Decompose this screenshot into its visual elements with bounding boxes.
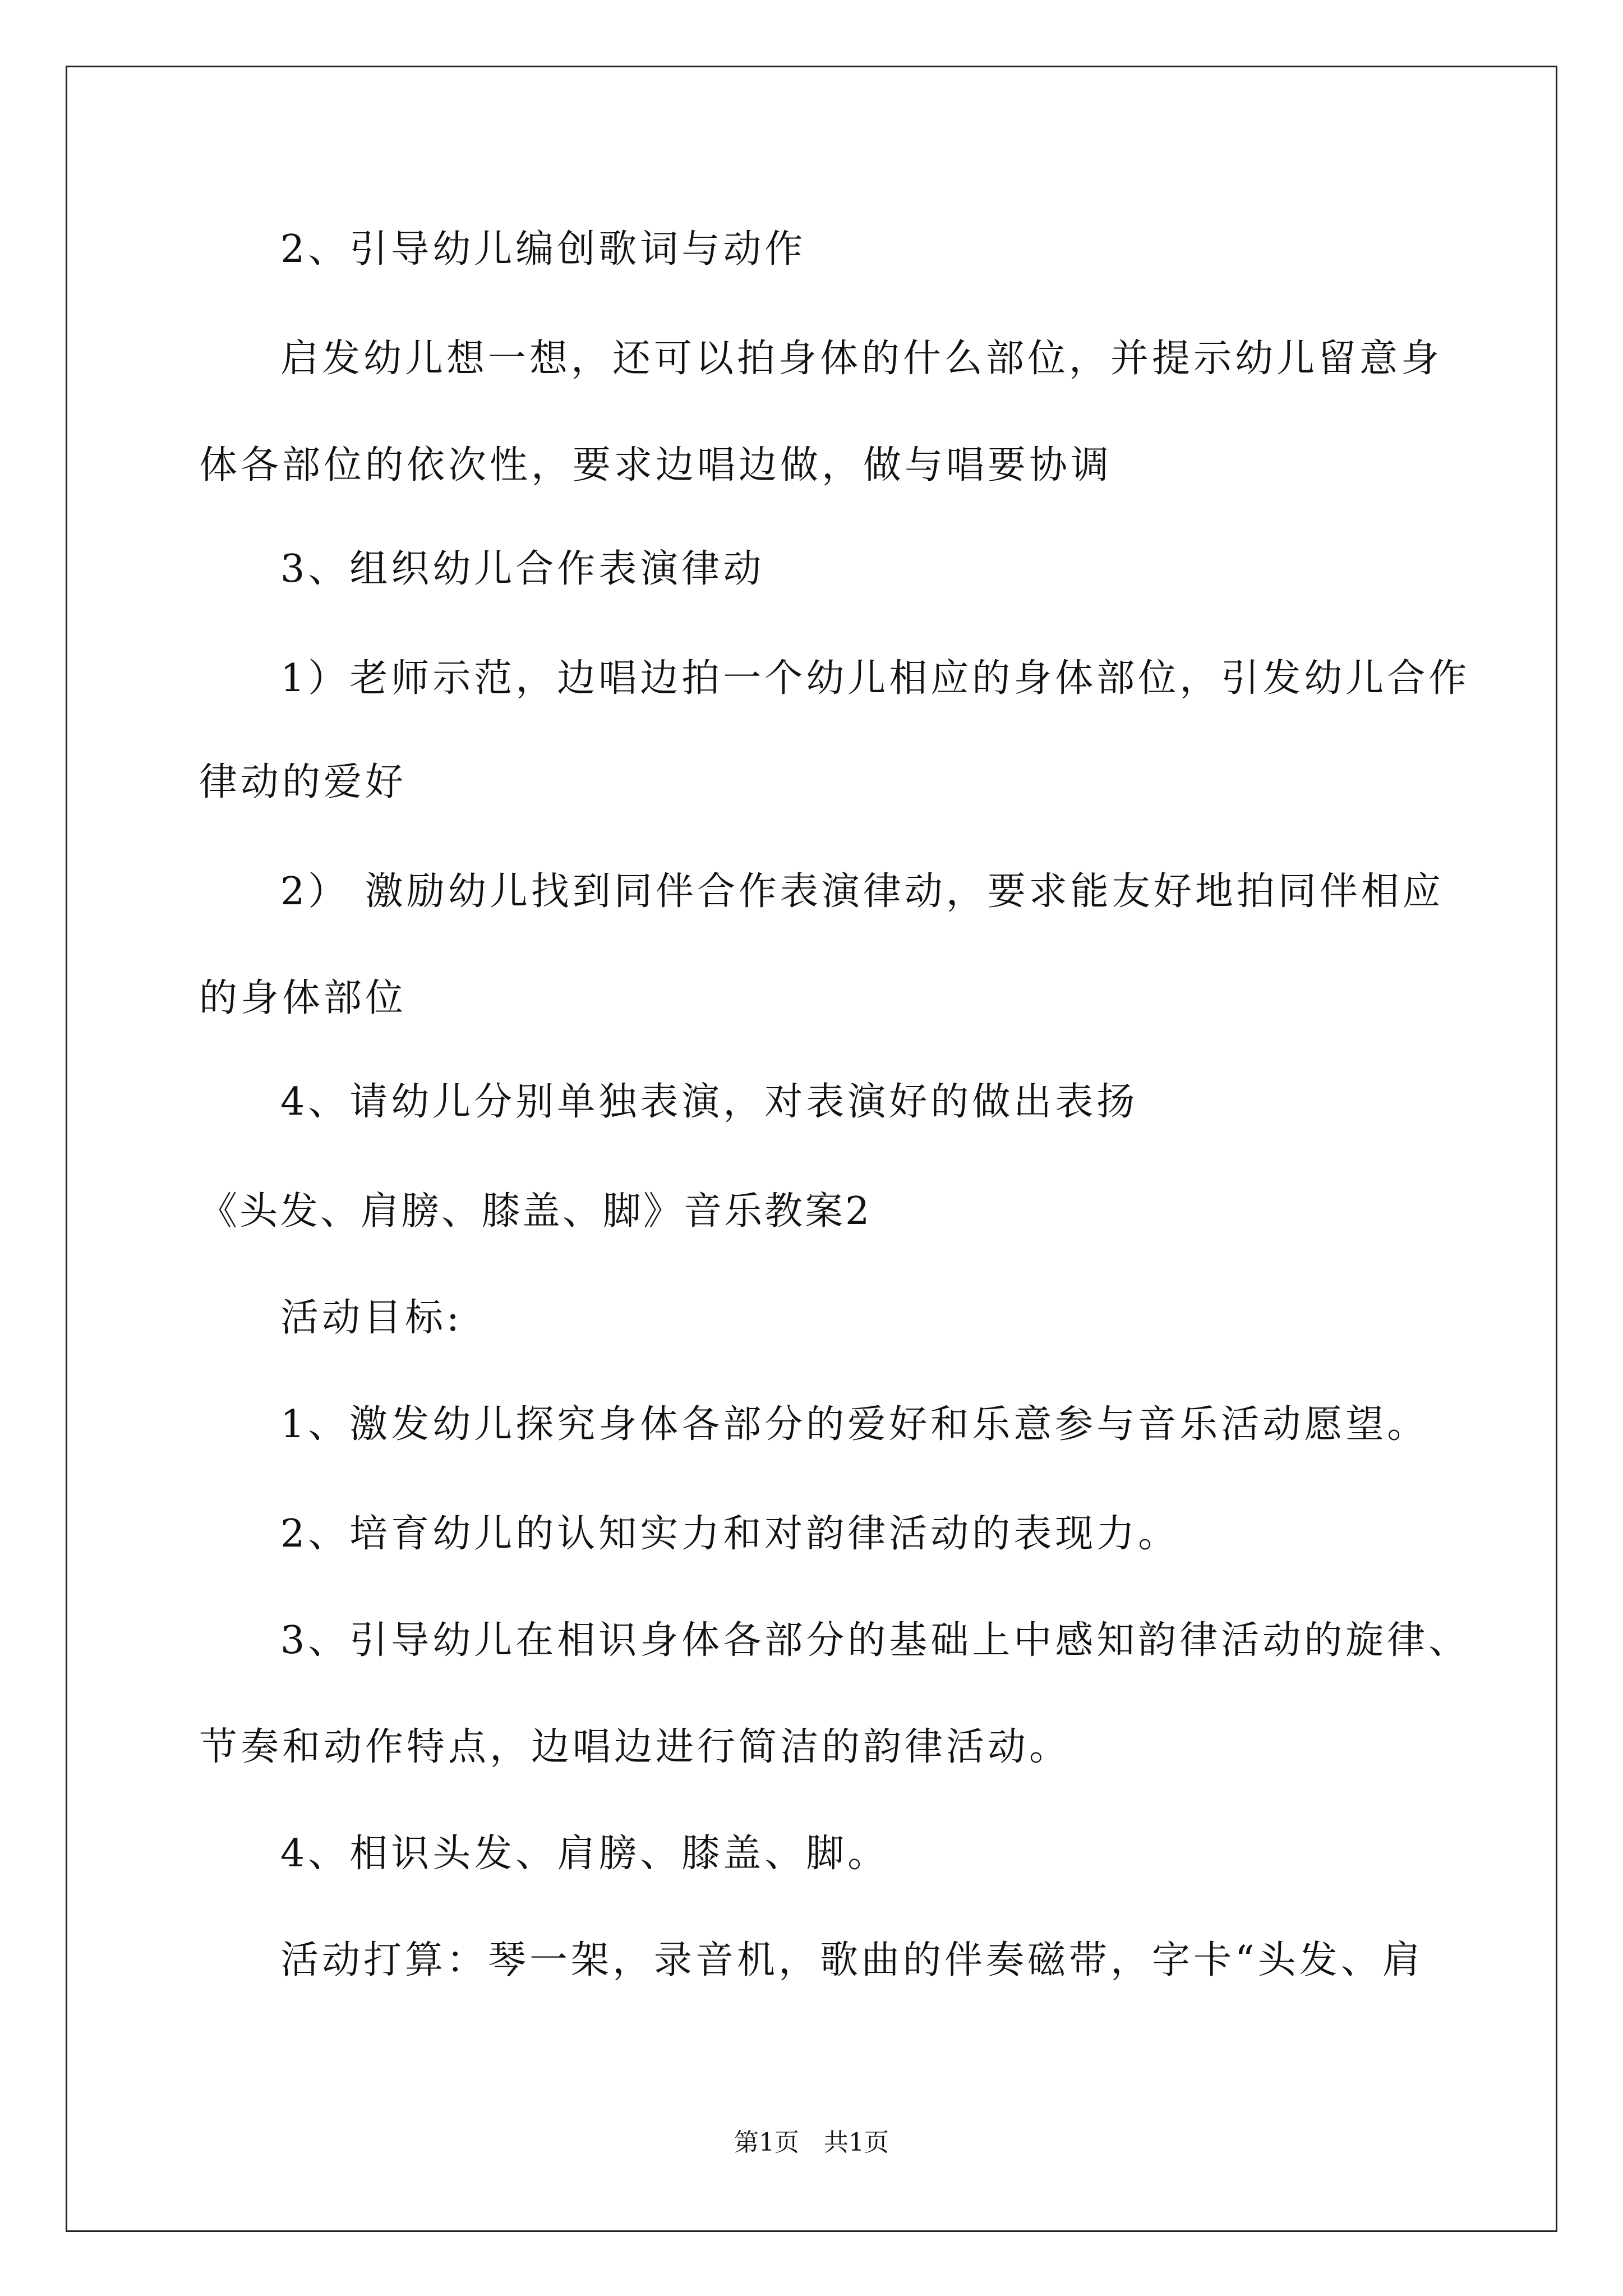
paragraph-line: 的身体部位 [199, 976, 407, 1020]
paragraph-line: 1、激发幼儿探究身体各部分的爱好和乐意参与音乐活动愿望。 [280, 1402, 1429, 1447]
paragraph-line: 3、引导幼儿在相识身体各部分的基础上中感知韵律活动的旋律、 [280, 1618, 1470, 1663]
paragraph-line: 律动的爱好 [199, 760, 407, 804]
paragraph-line: 2、引导幼儿编创歌词与动作 [280, 227, 806, 272]
paragraph-line: 4、请幼儿分别单独表演，对表演好的做出表扬 [280, 1080, 1138, 1124]
section-heading: 《头发、肩膀、膝盖、脚》音乐教案2 [199, 1189, 872, 1234]
paragraph-line: 活动打算：琴一架，录音机，歌曲的伴奏磁带，字卡“头发、肩 [280, 1938, 1424, 1982]
paragraph-line: 节奏和动作特点，边唱边进行简洁的韵律活动。 [199, 1725, 1071, 1769]
page-number-footer: 第1页 共1页 [734, 2128, 889, 2157]
paragraph-line: 4、相识头发、肩膀、膝盖、脚。 [280, 1832, 889, 1876]
paragraph-line: 启发幼儿想一想，还可以拍身体的什么部位，并提示幼儿留意身 [280, 337, 1443, 381]
paragraph-line: 3、组织幼儿合作表演律动 [280, 547, 765, 591]
paragraph-line: 体各部位的依次性，要求边唱边做，做与唱要协调 [199, 443, 1113, 487]
paragraph-line: 活动目标: [280, 1296, 463, 1340]
paragraph-line: 2） 激励幼儿找到同伴合作表演律动，要求能友好地拍同伴相应 [280, 869, 1444, 914]
page-border [66, 66, 1557, 2232]
paragraph-line: 2、培育幼儿的认知实力和对韵律活动的表现力。 [280, 1512, 1180, 1556]
paragraph-line: 1）老师示范，边唱边拍一个幼儿相应的身体部位，引发幼儿合作 [280, 656, 1470, 701]
